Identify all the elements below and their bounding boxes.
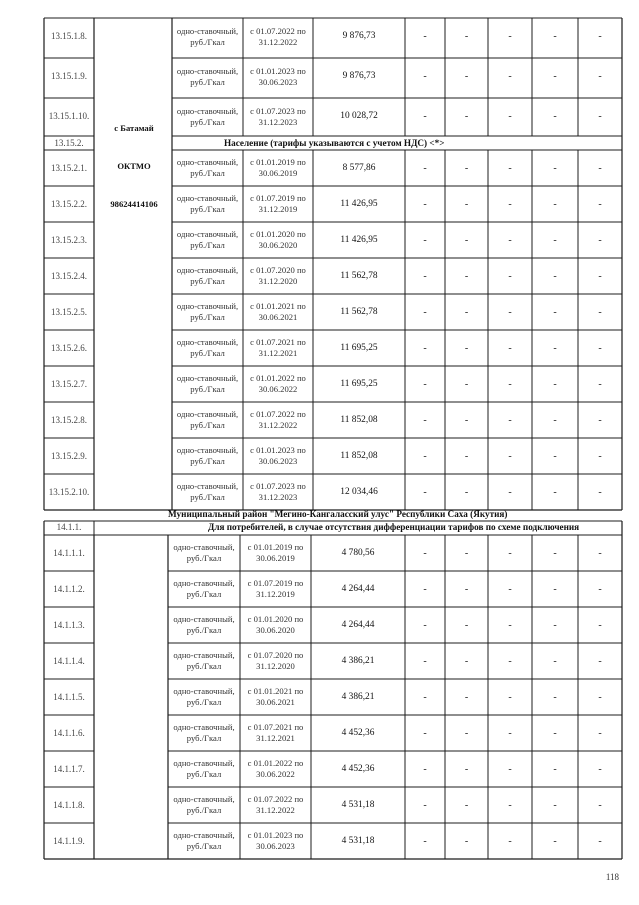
empty-value-dash: - <box>508 450 512 462</box>
empty-value-dash: - <box>508 619 512 631</box>
tariff-period: с 01.01.2023 по 30.06.2023 <box>250 445 306 466</box>
empty-value-dash: - <box>423 450 427 462</box>
tariff-type: одно-ставочный, руб./Гкал <box>173 614 235 635</box>
empty-value-dash: - <box>464 71 469 82</box>
tariff-type: одно-ставочный, руб./Гкал <box>176 157 239 178</box>
row-number: 13.15.2.1. <box>51 162 87 173</box>
tariff-value: 8 577,86 <box>342 162 376 173</box>
tariff-type: одно-ставочный, руб./Гкал <box>176 337 239 358</box>
tariff-type: одно-ставочный, руб./Гкал <box>176 229 239 250</box>
empty-value-dash: - <box>423 691 427 703</box>
empty-value-dash: - <box>553 111 557 122</box>
tariff-period: с 01.01.2023 по 30.06.2023 <box>250 65 306 87</box>
empty-value-dash: - <box>423 835 427 847</box>
empty-value-dash: - <box>553 655 557 667</box>
empty-value-dash: - <box>508 198 512 210</box>
empty-value-dash: - <box>423 547 427 559</box>
empty-value-dash: - <box>508 31 512 42</box>
tariff-value: 11 562,78 <box>340 270 378 281</box>
oktmo-code: 98624414106 <box>110 198 158 209</box>
empty-value-dash: - <box>553 414 557 426</box>
empty-value-dash: - <box>598 234 602 246</box>
empty-value-dash: - <box>598 71 602 82</box>
tariff-period: с 01.07.2022 по 31.12.2022 <box>247 794 304 815</box>
tariff-value: 4 386,21 <box>341 691 375 702</box>
row-number: 13.15.2.7. <box>51 378 87 389</box>
tariff-value: 11 562,78 <box>340 306 378 317</box>
row-number: 14.1.1.5. <box>53 691 85 702</box>
empty-value-dash: - <box>553 198 557 210</box>
tariff-period: с 01.07.2023 по 31.12.2023 <box>250 105 306 127</box>
tariff-period: с 01.07.2021 по 31.12.2021 <box>247 722 304 743</box>
empty-value-dash: - <box>464 691 469 703</box>
empty-value-dash: - <box>508 763 512 775</box>
tariff-period: с 01.01.2019 по 30.06.2019 <box>250 157 306 178</box>
empty-value-dash: - <box>553 486 557 498</box>
empty-value-dash: - <box>464 162 469 174</box>
tariff-type: одно-ставочный, руб./Гкал <box>176 193 239 214</box>
row-number: 14.1.1.2. <box>53 583 85 594</box>
row-number: 14.1.1.8. <box>53 799 85 810</box>
empty-value-dash: - <box>464 547 469 559</box>
row-number: 13.15.2.6. <box>51 342 87 353</box>
empty-value-dash: - <box>508 583 512 595</box>
empty-value-dash: - <box>553 306 557 318</box>
row-number: 14.1.1.4. <box>53 655 85 666</box>
empty-value-dash: - <box>464 31 469 42</box>
tariff-period: с 01.01.2022 по 30.06.2022 <box>247 758 304 779</box>
tariff-type: одно-ставочный, руб./Гкал <box>176 481 239 502</box>
section-population-number: 13.15.2. <box>54 137 84 148</box>
tariff-type: одно-ставочный, руб./Гкал <box>176 301 239 322</box>
tariff-value: 4 531,18 <box>341 835 375 846</box>
empty-value-dash: - <box>598 270 602 282</box>
tariff-type: одно-ставочный, руб./Гкал <box>173 686 235 707</box>
tariff-value: 12 034,46 <box>340 486 378 497</box>
empty-value-dash: - <box>598 306 602 318</box>
empty-value-dash: - <box>464 342 469 354</box>
empty-value-dash: - <box>508 835 512 847</box>
empty-value-dash: - <box>508 342 512 354</box>
empty-value-dash: - <box>508 71 512 82</box>
empty-value-dash: - <box>423 198 427 210</box>
empty-value-dash: - <box>464 835 469 847</box>
tariff-period: с 01.01.2021 по 30.06.2021 <box>247 686 304 707</box>
tariff-type: одно-ставочный, руб./Гкал <box>173 650 235 671</box>
empty-value-dash: - <box>464 486 469 498</box>
empty-value-dash: - <box>553 162 557 174</box>
tariff-value: 4 452,36 <box>341 763 375 774</box>
empty-value-dash: - <box>598 486 602 498</box>
empty-value-dash: - <box>423 655 427 667</box>
empty-value-dash: - <box>464 619 469 631</box>
empty-value-dash: - <box>553 835 557 847</box>
empty-value-dash: - <box>598 835 602 847</box>
empty-value-dash: - <box>508 378 512 390</box>
tariff-type: одно-ставочный, руб./Гкал <box>176 445 239 466</box>
empty-value-dash: - <box>423 799 427 811</box>
empty-value-dash: - <box>598 763 602 775</box>
empty-value-dash: - <box>423 583 427 595</box>
empty-value-dash: - <box>508 306 512 318</box>
row-number: 13.15.2.8. <box>51 414 87 425</box>
empty-value-dash: - <box>464 450 469 462</box>
tariff-type: одно-ставочный, руб./Гкал <box>173 830 235 851</box>
empty-value-dash: - <box>464 270 469 282</box>
empty-value-dash: - <box>464 799 469 811</box>
tariff-type: одно-ставочный, руб./Гкал <box>176 105 239 127</box>
empty-value-dash: - <box>423 486 427 498</box>
tariff-value: 9 876,73 <box>342 31 376 41</box>
tariff-period: с 01.01.2022 по 30.06.2022 <box>250 373 306 394</box>
empty-value-dash: - <box>423 378 427 390</box>
tariff-value: 11 852,08 <box>340 450 378 461</box>
tariff-period: с 01.07.2022 по 31.12.2022 <box>250 409 306 430</box>
empty-value-dash: - <box>598 198 602 210</box>
row-number: 14.1.1.6. <box>53 727 85 738</box>
empty-value-dash: - <box>423 31 427 42</box>
tariff-type: одно-ставочный, руб./Гкал <box>173 794 235 815</box>
empty-value-dash: - <box>598 583 602 595</box>
empty-value-dash: - <box>464 198 469 210</box>
tariff-period: с 01.07.2020 по 31.12.2020 <box>247 650 304 671</box>
tariff-value: 10 028,72 <box>340 111 378 121</box>
empty-value-dash: - <box>464 727 469 739</box>
tariff-value: 11 426,95 <box>340 234 378 245</box>
tariff-value: 4 531,18 <box>341 799 375 810</box>
empty-value-dash: - <box>598 342 602 354</box>
empty-value-dash: - <box>553 763 557 775</box>
empty-value-dash: - <box>508 234 512 246</box>
tariff-value: 11 695,25 <box>340 378 378 389</box>
empty-value-dash: - <box>553 31 557 42</box>
tariff-type: одно-ставочный, руб./Гкал <box>173 578 235 599</box>
tariff-type: одно-ставочный, руб./Гкал <box>173 542 235 563</box>
empty-value-dash: - <box>553 547 557 559</box>
empty-value-dash: - <box>464 583 469 595</box>
tariff-value: 4 780,56 <box>341 547 375 558</box>
empty-value-dash: - <box>553 450 557 462</box>
empty-value-dash: - <box>423 234 427 246</box>
tariff-type: одно-ставочный, руб./Гкал <box>176 373 239 394</box>
oktmo-label: ОКТМО <box>117 160 151 171</box>
row-number: 13.15.2.3. <box>51 234 87 245</box>
empty-value-dash: - <box>598 414 602 426</box>
tariff-type: одно-ставочный, руб./Гкал <box>176 65 239 87</box>
empty-value-dash: - <box>553 691 557 703</box>
empty-value-dash: - <box>553 234 557 246</box>
row-number: 14.1.1.7. <box>53 763 85 774</box>
empty-value-dash: - <box>598 31 602 42</box>
row-number: 13.15.1.9. <box>51 71 87 81</box>
row-number: 13.15.2.10. <box>48 486 90 497</box>
empty-value-dash: - <box>423 619 427 631</box>
empty-value-dash: - <box>423 763 427 775</box>
empty-value-dash: - <box>598 450 602 462</box>
empty-value-dash: - <box>508 691 512 703</box>
empty-value-dash: - <box>423 414 427 426</box>
page-number: 118 <box>605 872 619 882</box>
empty-value-dash: - <box>464 655 469 667</box>
empty-value-dash: - <box>553 378 557 390</box>
empty-value-dash: - <box>423 111 427 122</box>
tariff-period: с 01.07.2022 по 31.12.2022 <box>250 25 306 47</box>
empty-value-dash: - <box>553 270 557 282</box>
empty-value-dash: - <box>464 111 469 122</box>
tariff-type: одно-ставочный, руб./Гкал <box>173 758 235 779</box>
empty-value-dash: - <box>598 691 602 703</box>
locality-name: с Батамай <box>114 122 154 133</box>
empty-value-dash: - <box>598 547 602 559</box>
empty-value-dash: - <box>508 799 512 811</box>
empty-value-dash: - <box>553 727 557 739</box>
row-number: 13.15.1.8. <box>51 31 87 41</box>
empty-value-dash: - <box>464 414 469 426</box>
empty-value-dash: - <box>598 111 602 122</box>
empty-value-dash: - <box>553 71 557 82</box>
row-number: 13.15.2.4. <box>51 270 87 281</box>
tariff-period: с 01.07.2019 по 31.12.2019 <box>247 578 304 599</box>
tariff-type: одно-ставочный, руб./Гкал <box>176 265 239 286</box>
tariff-period: с 01.01.2023 по 30.06.2023 <box>247 830 304 851</box>
empty-value-dash: - <box>508 414 512 426</box>
tariff-period: с 01.01.2021 по 30.06.2021 <box>250 301 306 322</box>
empty-value-dash: - <box>423 306 427 318</box>
empty-value-dash: - <box>423 71 427 82</box>
tariff-period: с 01.07.2023 по 31.12.2023 <box>250 481 306 502</box>
empty-value-dash: - <box>598 799 602 811</box>
tariff-type: одно-ставочный, руб./Гкал <box>176 25 239 47</box>
tariff-value: 4 386,21 <box>341 655 375 666</box>
empty-value-dash: - <box>553 342 557 354</box>
empty-value-dash: - <box>508 727 512 739</box>
tariff-value: 11 852,08 <box>340 414 378 425</box>
empty-value-dash: - <box>464 306 469 318</box>
tariff-period: с 01.01.2020 по 30.06.2020 <box>247 614 304 635</box>
section-population-header: Население (тарифы указываются с учетом НДС) <*> <box>224 138 445 148</box>
row-number: 13.15.2.2. <box>51 198 87 209</box>
tariff-period: с 01.07.2021 по 31.12.2021 <box>250 337 306 358</box>
row-number: 13.15.1.10. <box>48 111 90 121</box>
empty-value-dash: - <box>423 270 427 282</box>
empty-value-dash: - <box>464 234 469 246</box>
empty-value-dash: - <box>553 583 557 595</box>
tariff-period: с 01.01.2020 по 30.06.2020 <box>250 229 306 250</box>
tariff-period: с 01.07.2020 по 31.12.2020 <box>250 265 306 286</box>
empty-value-dash: - <box>508 547 512 559</box>
row-number: 13.15.2.5. <box>51 306 87 317</box>
empty-value-dash: - <box>553 799 557 811</box>
empty-value-dash: - <box>464 763 469 775</box>
tariff-value: 4 452,36 <box>341 727 375 738</box>
consumers-header: Для потребителей, в случае отсутствия дифференциации тарифов по схеме подключения <box>208 522 580 532</box>
empty-value-dash: - <box>508 655 512 667</box>
empty-value-dash: - <box>598 655 602 667</box>
empty-value-dash: - <box>508 486 512 498</box>
consumers-number: 14.1.1. <box>56 521 82 532</box>
empty-value-dash: - <box>553 619 557 631</box>
municipality-header: Муниципальный район "Мегино-Кангаласский улус" Республики Саха (Якутия) <box>168 509 508 519</box>
row-number: 14.1.1.1. <box>53 547 85 558</box>
tariff-value: 4 264,44 <box>341 619 375 630</box>
tariff-period: с 01.07.2019 по 31.12.2019 <box>250 193 306 214</box>
tariff-type: одно-ставочный, руб./Гкал <box>176 409 239 430</box>
empty-value-dash: - <box>598 619 602 631</box>
tariff-period: с 01.01.2019 по 30.06.2019 <box>247 542 304 563</box>
empty-value-dash: - <box>598 727 602 739</box>
tariff-value: 9 876,73 <box>342 71 376 81</box>
empty-value-dash: - <box>423 162 427 174</box>
tariff-type: одно-ставочный, руб./Гкал <box>173 722 235 743</box>
empty-value-dash: - <box>598 162 602 174</box>
tariff-value: 11 695,25 <box>340 342 378 353</box>
empty-value-dash: - <box>598 378 602 390</box>
empty-value-dash: - <box>508 162 512 174</box>
row-number: 13.15.2.9. <box>51 450 87 461</box>
row-number: 14.1.1.9. <box>53 835 85 846</box>
empty-value-dash: - <box>508 270 512 282</box>
tariff-value: 11 426,95 <box>340 198 378 209</box>
tariff-value: 4 264,44 <box>341 583 375 594</box>
empty-value-dash: - <box>423 727 427 739</box>
empty-value-dash: - <box>464 378 469 390</box>
row-number: 14.1.1.3. <box>53 619 85 630</box>
empty-value-dash: - <box>423 342 427 354</box>
empty-value-dash: - <box>508 111 512 122</box>
